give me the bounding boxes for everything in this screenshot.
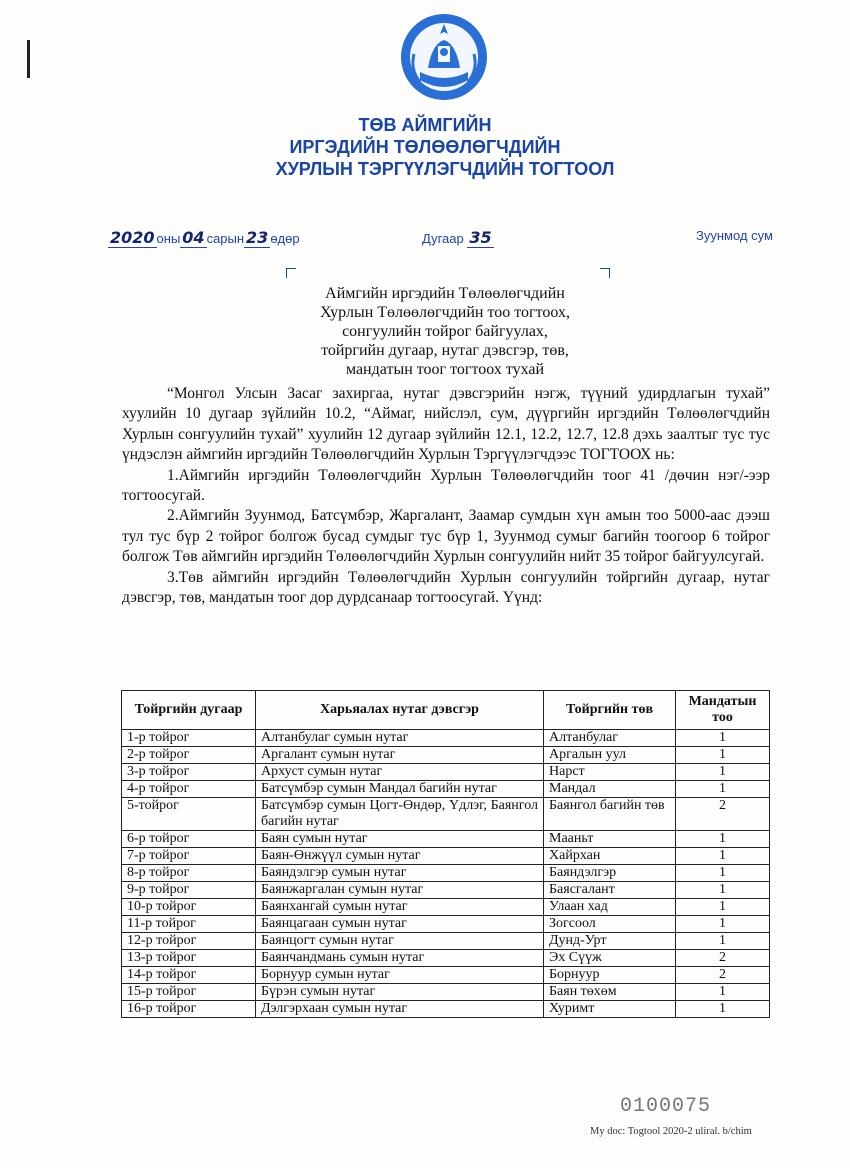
cell-center: Алтанбулаг (544, 730, 676, 747)
cell-mandates: 1 (676, 764, 770, 781)
cell-mandates: 2 (676, 798, 770, 831)
table-row (122, 798, 770, 831)
table-row (122, 933, 770, 950)
footer-note: My doc: Togtool 2020-2 uliral. b/chim (590, 1126, 752, 1137)
table-row (122, 882, 770, 899)
cell-mandates: 1 (676, 933, 770, 950)
document-date (108, 228, 300, 247)
cell-center: Баян төхөм (544, 984, 676, 1001)
cell-territory: Архуст сумын нутаг (256, 764, 544, 781)
number-value: 35 (469, 228, 492, 247)
header-constituency-number: Тойргийн дугаар (122, 691, 256, 730)
table-row (122, 747, 770, 764)
scan-edge-mark (27, 40, 30, 78)
header-line-2: ИРГЭДИЙН ТӨЛӨӨЛӨГЧДИЙН (289, 137, 561, 157)
header-center: Тойргийн төв (544, 691, 676, 730)
title-line-5: мандатын тоог тогтоох тухай (345, 361, 545, 378)
date-day-suffix: өдөр (270, 231, 300, 246)
title-bracket-left (286, 268, 296, 278)
number-label: Дугаар (422, 231, 464, 246)
cell-center: Аргалын уул (544, 747, 676, 764)
title-line-4: тойргийн дугаар, нутаг дэвсгэр, төв, (321, 342, 569, 359)
title-bracket-right (600, 268, 610, 278)
body-paragraph-preamble: “Монгол Улсын Засаг захиргаа, нутаг дэвсгэрийн нэгж, түүний удирдлагын тухай” хуулийн 10 дугаар зүйлийн 10.2, “Аймаг, нийслэл, сум, дүүргийн иргэдийн Төлөөлөгчдийн Хурлын сонгуулийн тухай” хуулийн 12 дугаар зүйлийн 12.1, 12.2, 12.7, 12.8 дэхь заалтыг тус тус үндэслэн аймгийн иргэдийн Төлөөлөгчдийн Хурлын Тэргүүлэгчдээс ТОГТООХ нь: (122, 385, 770, 464)
date-month: 04 (182, 228, 205, 247)
body-paragraph-2: 2.Аймгийн Зуунмод, Батсүмбэр, Жаргалант, Заамар сумдын хүн амын тоо 5000-аас дээш тул тус бүр 2 тойрог болгож бусад сумдыг тус бүр 1, Зуунмод сумыг багийн тоогоор 6 тойрог болгож Төв аймгийн иргэдийн Төлөөлөгчдийн Хурлын сонгуулийн нийт 35 тойрог байгуулсугай. (122, 507, 770, 566)
cell-mandates: 1 (676, 848, 770, 865)
cell-territory: Баян сумын нутаг (256, 831, 544, 848)
document-number (422, 228, 494, 247)
cell-territory: Дэлгэрхаан сумын нутаг (256, 1001, 544, 1018)
cell-number: 16-р тойрог (122, 1001, 256, 1018)
date-day: 23 (246, 228, 269, 247)
cell-territory: Баян-Өнжүүл сумын нутаг (256, 848, 544, 865)
title-line-3: сонгуулийн тойрог байгуулах, (342, 323, 548, 340)
cell-center: Баянгол багийн төв (544, 798, 676, 831)
cell-territory: Аргалант сумын нутаг (256, 747, 544, 764)
document-place: Зуунмод сум (696, 228, 773, 243)
cell-number: 13-р тойрог (122, 950, 256, 967)
cell-territory: Алтанбулаг сумын нутаг (256, 730, 544, 747)
cell-number: 2-р тойрог (122, 747, 256, 764)
cell-mandates: 1 (676, 831, 770, 848)
cell-mandates: 1 (676, 916, 770, 933)
table-row (122, 781, 770, 798)
document-header (0, 114, 850, 180)
cell-territory: Баянцогт сумын нутаг (256, 933, 544, 950)
cell-number: 9-р тойрог (122, 882, 256, 899)
title-line-2: Хурлын Төлөөлөгчдийн тоо тогтоох, (320, 304, 570, 321)
cell-mandates: 1 (676, 1001, 770, 1018)
cell-number: 12-р тойрог (122, 933, 256, 950)
cell-number: 7-р тойрог (122, 848, 256, 865)
header-territory: Харьяалах нутаг дэвсгэр (256, 691, 544, 730)
cell-number: 10-р тойрог (122, 899, 256, 916)
cell-territory: Баянжаргалан сумын нутаг (256, 882, 544, 899)
table-row (122, 831, 770, 848)
cell-territory: Бүрэн сумын нутаг (256, 984, 544, 1001)
resolution-title (260, 284, 630, 379)
state-emblem-icon (398, 10, 490, 104)
body-paragraph-1: 1.Аймгийн иргэдийн Төлөөлөгчдийн Хурлын Төлөөлөгчдийн тоог 41 /дөчин нэг/-ээр тогтоосугай. (122, 466, 770, 505)
cell-territory: Баянцагаан сумын нутаг (256, 916, 544, 933)
cell-number: 14-р тойрог (122, 967, 256, 984)
cell-territory: Батсүмбэр сумын Мандал багийн нутаг (256, 781, 544, 798)
cell-mandates: 1 (676, 747, 770, 764)
date-year-suffix: оны (156, 231, 181, 246)
cell-center: Баясгалант (544, 882, 676, 899)
table-row (122, 899, 770, 916)
table-row (122, 764, 770, 781)
cell-center: Хуримт (544, 1001, 676, 1018)
header-mandates: Мандатын тоо (676, 691, 770, 730)
cell-territory: Баяндэлгэр сумын нутаг (256, 865, 544, 882)
cell-territory: Баянхангай сумын нутаг (256, 899, 544, 916)
cell-mandates: 1 (676, 984, 770, 1001)
cell-territory: Батсүмбэр сумын Цогт-Өндөр, Үдлэг, Баянгол багийн нутаг (256, 798, 544, 831)
cell-center: Улаан хад (544, 899, 676, 916)
cell-number: 5-тойрог (122, 798, 256, 831)
table-header-row (122, 691, 770, 730)
cell-center: Нарст (544, 764, 676, 781)
cell-mandates: 1 (676, 865, 770, 882)
cell-center: Мааньт (544, 831, 676, 848)
serial-number: 0100075 (620, 1095, 712, 1118)
table-row (122, 865, 770, 882)
cell-number: 11-р тойрог (122, 916, 256, 933)
table-row (122, 730, 770, 747)
cell-center: Баяндэлгэр (544, 865, 676, 882)
cell-mandates: 1 (676, 882, 770, 899)
cell-territory: Борнуур сумын нутаг (256, 967, 544, 984)
table-row (122, 916, 770, 933)
cell-mandates: 1 (676, 730, 770, 747)
cell-mandates: 2 (676, 950, 770, 967)
cell-center: Мандал (544, 781, 676, 798)
cell-center: Зогсоол (544, 916, 676, 933)
cell-number: 3-р тойрог (122, 764, 256, 781)
constituency-table (121, 690, 770, 1018)
cell-center: Борнуур (544, 967, 676, 984)
cell-number: 6-р тойрог (122, 831, 256, 848)
table-body (122, 730, 770, 1018)
table-row (122, 848, 770, 865)
table-row (122, 967, 770, 984)
cell-number: 4-р тойрог (122, 781, 256, 798)
header-line-3: ХУРЛЫН ТЭРГҮҮЛЭГЧДИЙН ТОГТООЛ (275, 159, 615, 179)
cell-mandates: 1 (676, 899, 770, 916)
date-year: 2020 (110, 228, 155, 247)
table-row (122, 1001, 770, 1018)
cell-number: 8-р тойрог (122, 865, 256, 882)
body-paragraph-3: 3.Төв аймгийн иргэдийн Төлөөлөгчдийн Хурлын сонгуулийн тойргийн дугаар, нутаг дэвсгэр, төв, мандатын тоог дор дурдсанаар тогтоосугай. Үүнд: (122, 568, 770, 607)
cell-mandates: 2 (676, 967, 770, 984)
cell-center: Дунд-Урт (544, 933, 676, 950)
title-line-1: Аймгийн иргэдийн Төлөөлөгчдийн (325, 285, 565, 302)
date-month-suffix: сарын (206, 231, 245, 246)
cell-center: Эх Сүүж (544, 950, 676, 967)
resolution-body (122, 384, 770, 608)
cell-mandates: 1 (676, 781, 770, 798)
cell-number: 15-р тойрог (122, 984, 256, 1001)
table-row (122, 950, 770, 967)
cell-territory: Баянчандмань сумын нутаг (256, 950, 544, 967)
cell-number: 1-р тойрог (122, 730, 256, 747)
table-row (122, 984, 770, 1001)
cell-center: Хайрхан (544, 848, 676, 865)
header-line-1: ТӨВ АЙМГИЙН (358, 115, 492, 135)
